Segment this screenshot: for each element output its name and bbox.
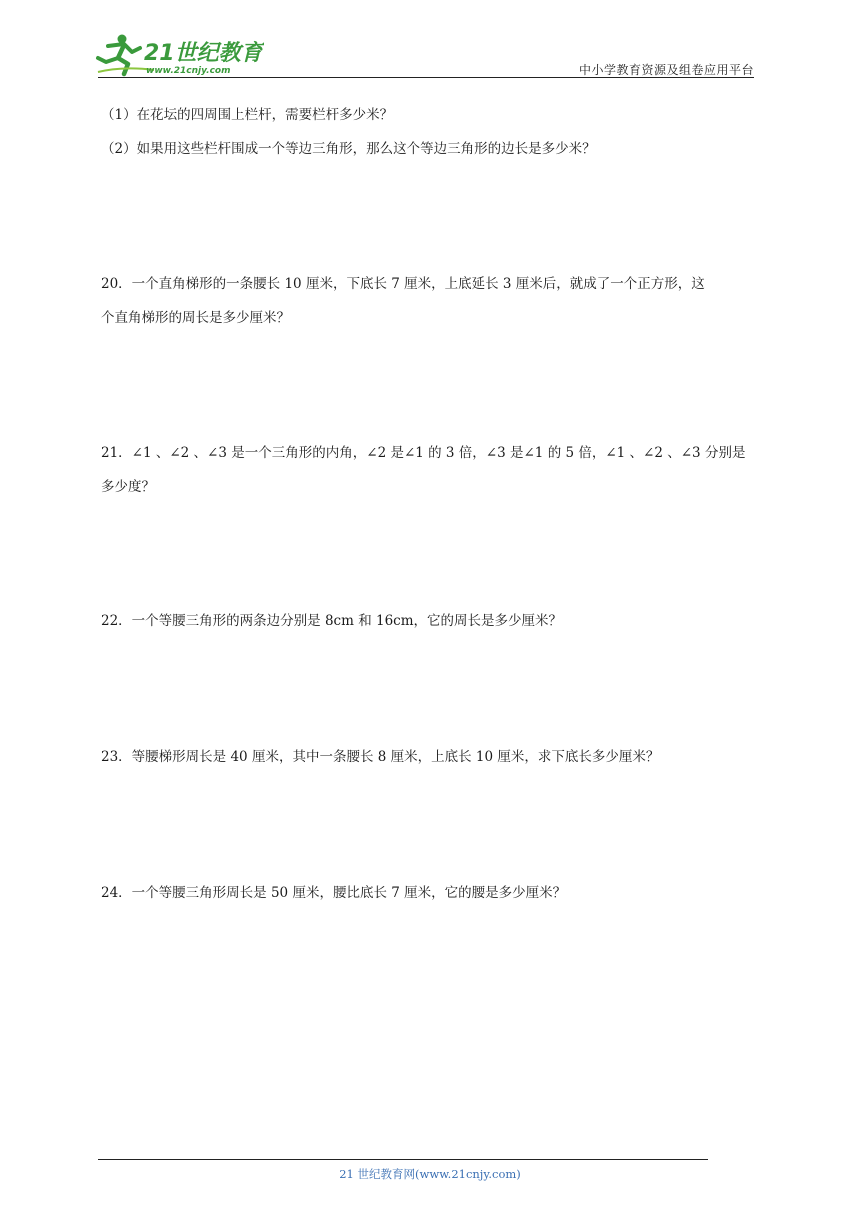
- site-logo: [94, 32, 264, 78]
- question-20-line-1: 20．一个直角梯形的一条腰长 10 厘米，下底长 7 厘米，上底延长 3 厘米后，就成了一个正方形，这: [101, 276, 705, 292]
- footer-divider: [98, 1159, 708, 1160]
- question-21-line-2: 多少度？: [101, 479, 155, 495]
- question-19-part-2: （2）如果用这些栏杆围成一个等边三角形，那么这个等边三角形的边长是多少米？: [101, 141, 596, 157]
- logo-url-text: www.21cnjy.com: [146, 66, 231, 76]
- runner-logo-icon: [94, 32, 264, 78]
- question-22: 22．一个等腰三角形的两条边分别是 8cm 和 16cm，它的周长是多少厘米？: [101, 613, 563, 629]
- question-23: 23．等腰梯形周长是 40 厘米，其中一条腰长 8 厘米，上底长 10 厘米，求下底长多少厘米？: [101, 749, 660, 765]
- platform-title: 中小学教育资源及组卷应用平台: [578, 63, 754, 77]
- question-21-line-1: 21．∠1 、∠2 、∠3 是一个三角形的内角，∠2 是∠1 的 3 倍，∠3 是∠1 的 5 倍，∠1 、∠2 、∠3 分别是: [101, 445, 746, 461]
- question-20-line-2: 个直角梯形的周长是多少厘米？: [101, 310, 290, 326]
- question-19-part-1: （1）在花坛的四周围上栏杆，需要栏杆多少米？: [101, 107, 394, 123]
- logo-text: 21世纪教育: [144, 41, 263, 66]
- question-24: 24．一个等腰三角形周长是 50 厘米，腰比底长 7 厘米，它的腰是多少厘米？: [101, 885, 567, 901]
- page-header: [0, 0, 860, 82]
- footer-link[interactable]: 21 世纪教育网(www.21cnjy.com): [339, 1167, 521, 1181]
- header-divider: [98, 77, 754, 78]
